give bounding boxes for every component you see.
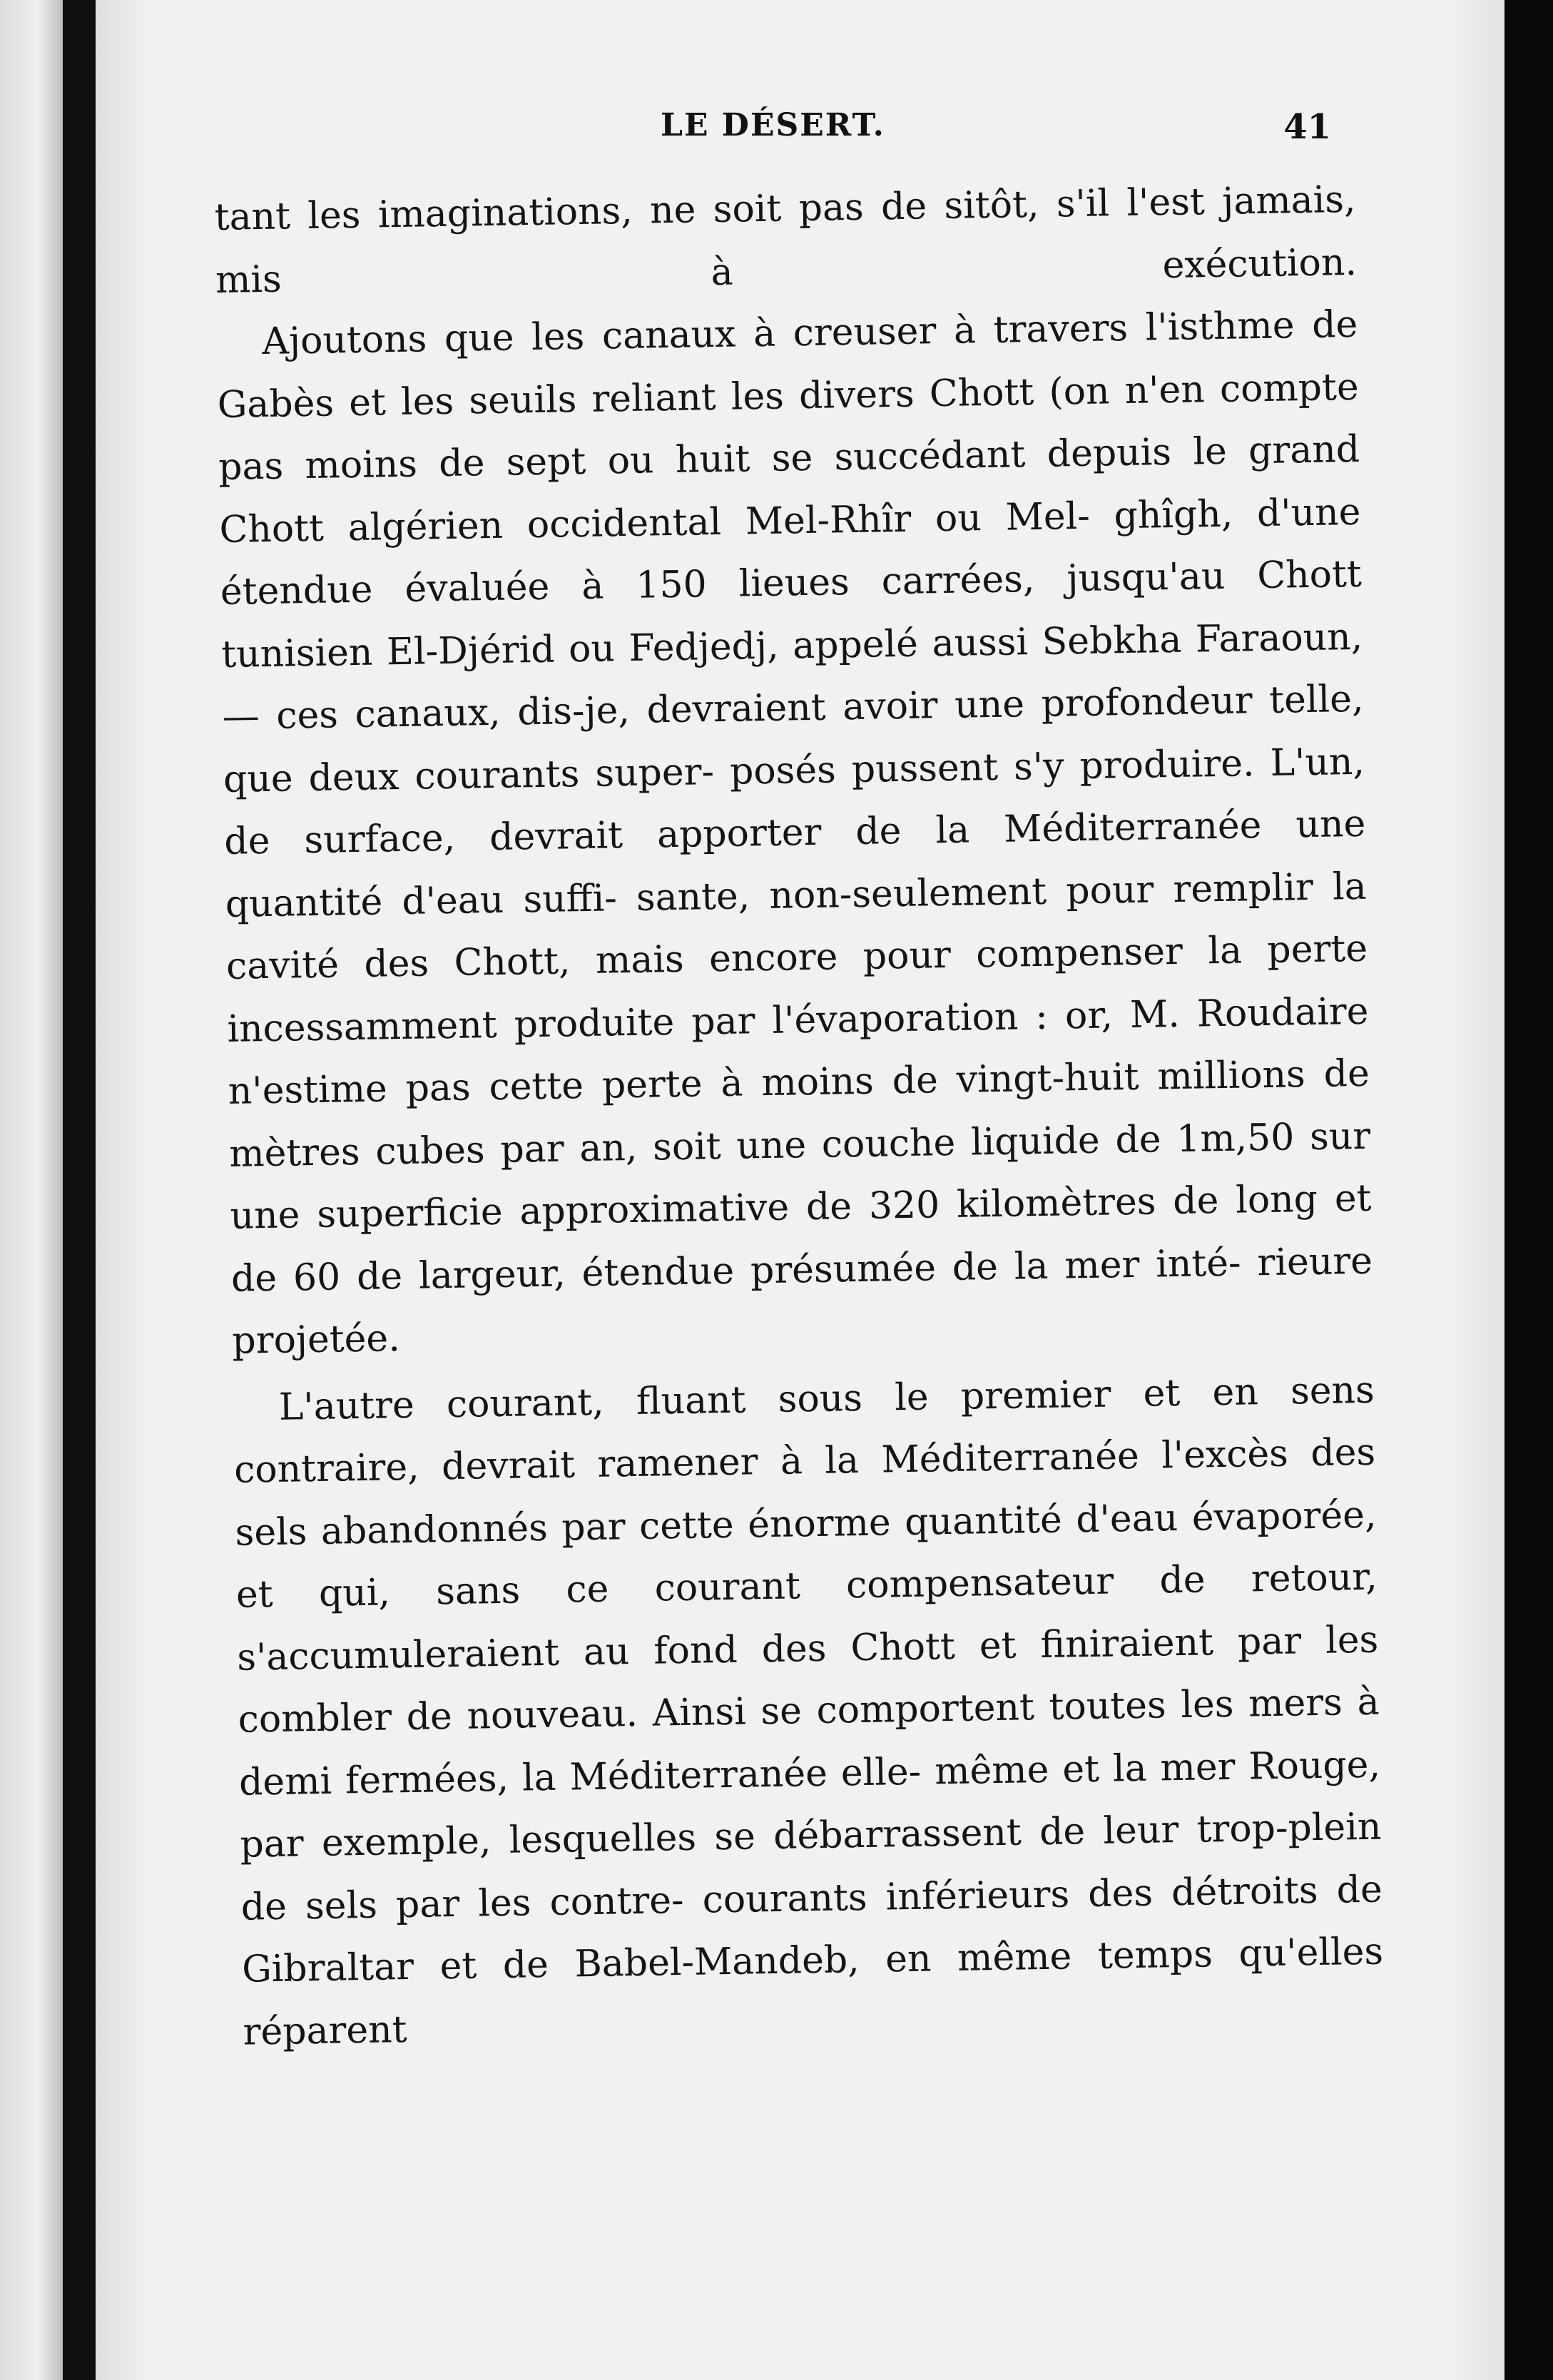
facing-page-edge [0, 0, 63, 2380]
text-line: le grand Chott algérien occidental Mel-Rhîr ou Mel- [219, 427, 1360, 551]
text-line: sante, non-seulement pour remplir la cavité des Chott, [225, 865, 1368, 988]
text-line: aussi Sebkha Faraoun, — ces canaux, dis-je, devraient [222, 615, 1363, 738]
text-line: Babel-Mandeb, en même temps qu'elles réparent [243, 1930, 1384, 2054]
body-text [214, 169, 1385, 2064]
text-line: tant les imaginations, ne soit pas de sitôt, s'il l'est [214, 180, 1206, 239]
text-line: compte pas moins de sept ou huit se succédant depuis [218, 365, 1360, 489]
text-line: apporter de la Méditerranée une quantité d'eau suffi- [225, 802, 1366, 926]
scan-border [1504, 0, 1553, 2380]
text-line: jusqu'au Chott tunisien El-Djérid ou Fedjedj, appelé [220, 552, 1363, 676]
text-line: contraire, devrait ramener à la Méditerranée l'excès [233, 1432, 1289, 1492]
text-line: jamais, mis à exécution. [215, 178, 1358, 302]
text-line: évaporée, et qui, sans ce courant compensateur de [235, 1493, 1377, 1617]
text-line: cubes par an, soit une couche liquide de 1m,50 sur une [230, 1114, 1371, 1238]
text-line: superficie approximative de 320 kilomètres de long et [316, 1176, 1372, 1236]
text-line: avoir une profondeur telle, que deux courants super- [223, 677, 1364, 801]
text-line: de Gabès et les seuils reliant les divers Chott (on n'en [217, 302, 1358, 427]
text-line: débarrassent de leur trop-plein de sels par les contre- [240, 1805, 1382, 1929]
text-line: posés pussent s'y produire. L'un, de surface, devrait [223, 740, 1365, 863]
paragraph [233, 1359, 1385, 2064]
text-line: des sels abandonnés par cette énorme quantité d'eau [235, 1430, 1376, 1555]
text-line: de 60 de largeur, étendue présumée de la mer inté- [230, 1241, 1242, 1301]
text-line: ghîgh, d'une étendue évaluée à 150 lieues carrées, [220, 490, 1361, 614]
text-line: Ajoutons que les canaux à creuser à travers l'isthme [261, 304, 1295, 363]
paragraph [216, 294, 1374, 1373]
text-line: retour, s'accumuleraient au fond des Chott et finiraient [236, 1555, 1378, 1679]
text-line: rieure projetée. [231, 1239, 1373, 1363]
text-line: toutes les mers à demi fermées, la Méditerranée elle- [238, 1680, 1380, 1804]
text-line: courants inférieurs des détroits de Gibraltar et de [241, 1868, 1383, 1991]
book-gutter [63, 0, 96, 2380]
page-header [133, 107, 1331, 157]
text-line: mais encore pour compenser la perte incessamment [227, 927, 1368, 1051]
paragraph [214, 169, 1358, 312]
text-line: par les combler de nouveau. Ainsi se comportent [238, 1618, 1379, 1741]
text-line: L'autre courant, fluant sous le premier et en sens [278, 1368, 1375, 1429]
text-line: produite par l'évaporation : or, M. Roudaire n'estime [228, 990, 1369, 1113]
page-number: 41 [1283, 107, 1331, 147]
text-line: pas cette perte à moins de vingt-huit millions de mètres [228, 1052, 1370, 1176]
text-line: même et la mer Rouge, par exemple, lesquelles se [240, 1743, 1381, 1866]
running-title: LE DÉSERT. [661, 107, 885, 143]
